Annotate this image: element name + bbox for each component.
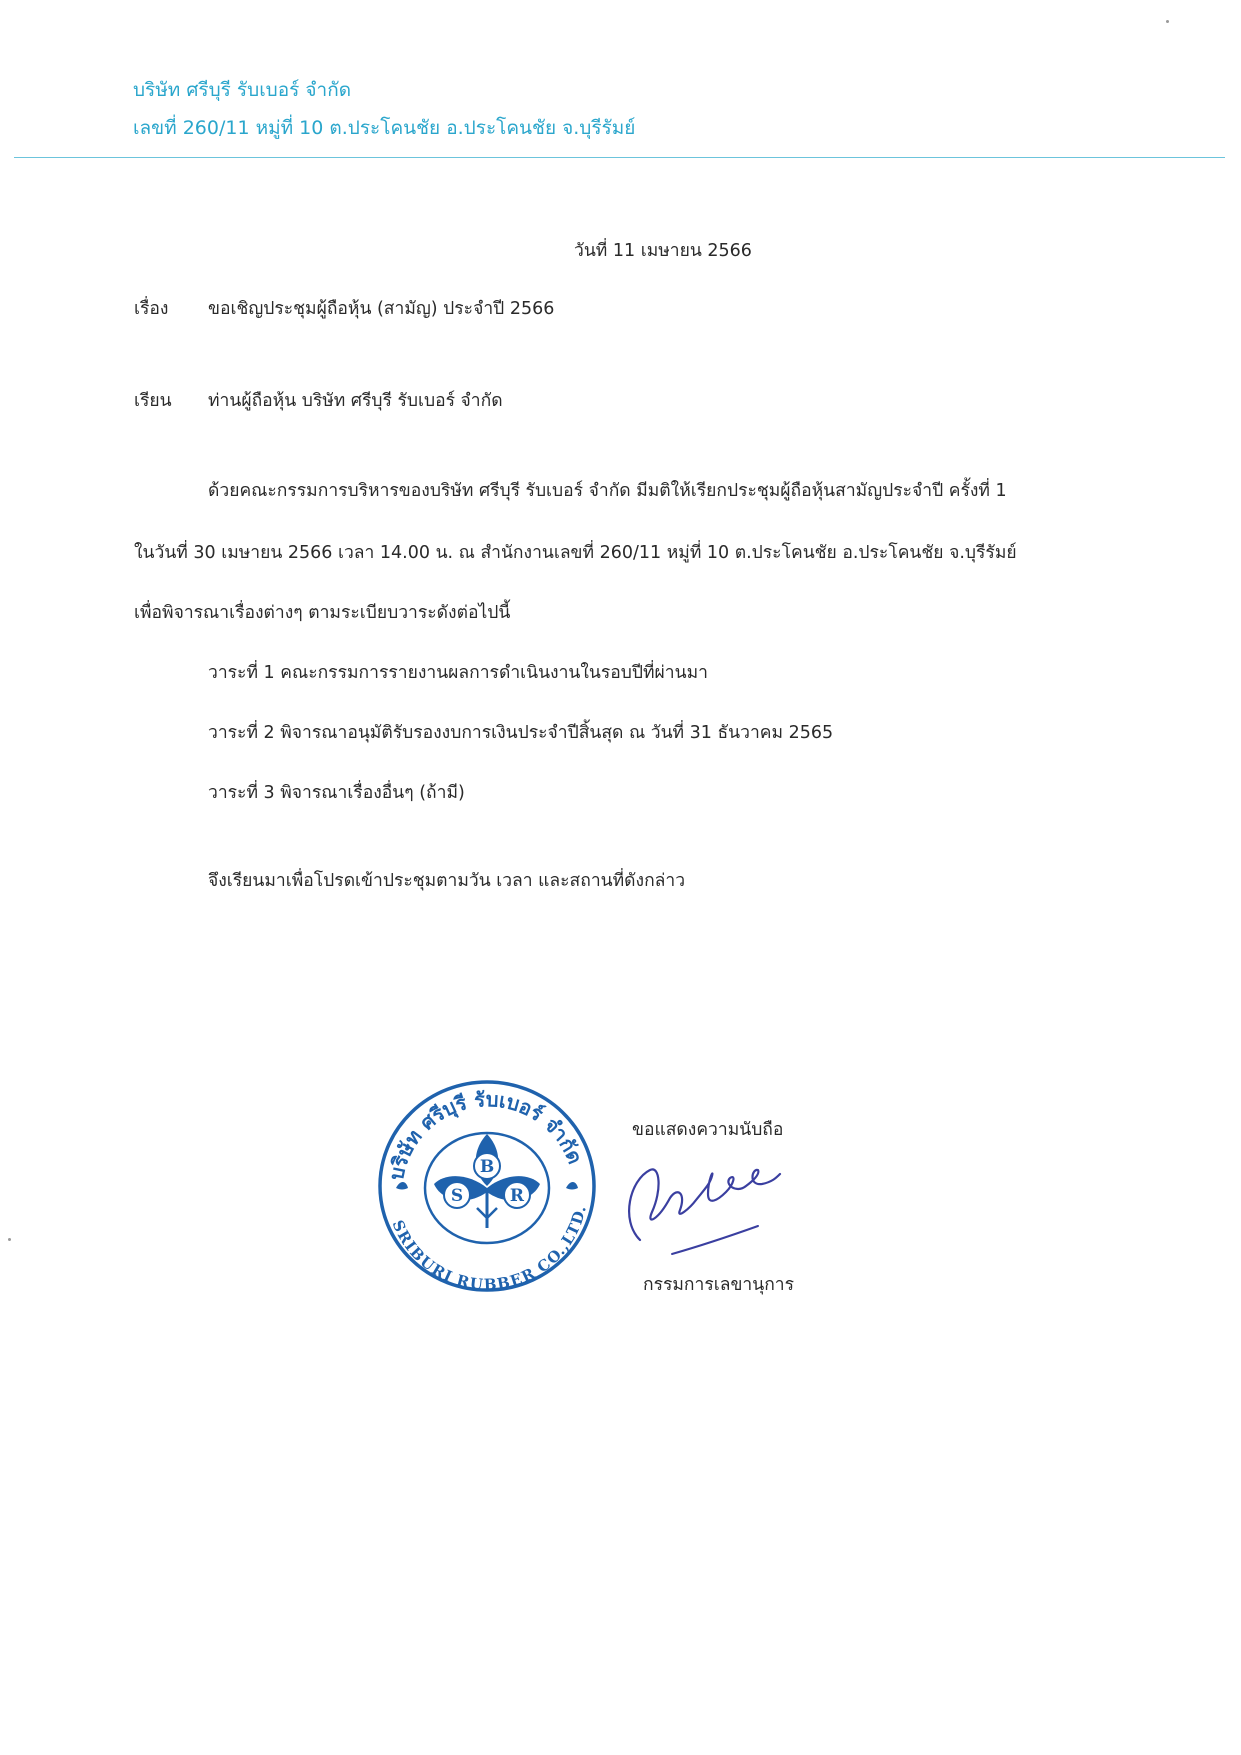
letterhead <box>133 76 635 142</box>
body-line-1: ด้วยคณะกรรมการบริหารของบริษัท ศรีบุรี รับเบอร์ จำกัด มีมติให้เรียกประชุมผู้ถือหุ้นสามัญประจำปี ครั้งที่ 1 <box>208 481 1007 501</box>
signature-stroke-underline <box>672 1226 758 1254</box>
scan-speck <box>8 1238 11 1241</box>
letter-date: วันที่ 11 เมษายน 2566 <box>574 241 752 261</box>
recipient-text: ท่านผู้ถือหุ้น บริษัท ศรีบุรี รับเบอร์ จำกัด <box>208 391 503 411</box>
regards-text: ขอแสดงความนับถือ <box>632 1120 784 1140</box>
recipient-label: เรียน <box>134 391 172 411</box>
subject-label: เรื่อง <box>134 299 169 319</box>
agenda-item-2: วาระที่ 2 พิจารณาอนุมัติรับรองงบการเงินประจำปีสิ้นสุด ณ วันที่ 31 ธันวาคม 2565 <box>208 723 834 743</box>
seal-letter-s: S <box>450 1186 464 1206</box>
seal-english-text: SRIBURI RUBBER CO.,LTD. <box>388 1204 590 1294</box>
seal-letter-b: B <box>479 1157 495 1177</box>
signature-stroke-main <box>629 1169 780 1240</box>
seal-left-sprig <box>396 1182 408 1190</box>
signature <box>600 1150 820 1270</box>
closing-sentence: จึงเรียนมาเพื่อโปรดเข้าประชุมตามวัน เวลา และสถานที่ดังกล่าว <box>208 871 686 891</box>
subject-text: ขอเชิญประชุมผู้ถือหุ้น (สามัญ) ประจำปี 2566 <box>208 299 555 319</box>
scan-speck <box>1166 20 1169 23</box>
agenda-item-3: วาระที่ 3 พิจารณาเรื่องอื่นๆ (ถ้ามี) <box>208 783 465 803</box>
seal-right-sprig <box>566 1182 578 1190</box>
seal-letter-r: R <box>509 1186 525 1206</box>
signer-position: กรรมการเลขานุการ <box>643 1275 795 1295</box>
company-seal <box>376 1078 598 1294</box>
seal-thai-text: บริษัท ศรีบุรี รับเบอร์ จำกัด <box>383 1087 588 1183</box>
company-name: บริษัท ศรีบุรี รับเบอร์ จำกัด <box>133 79 352 101</box>
body-line-3: เพื่อพิจารณาเรื่องต่างๆ ตามระเบียบวาระดังต่อไปนี้ <box>134 603 511 623</box>
agenda-item-1: วาระที่ 1 คณะกรรมการรายงานผลการดำเนินงานในรอบปีที่ผ่านมา <box>208 663 708 683</box>
letterhead-divider <box>14 157 1225 158</box>
company-address: เลขที่ 260/11 หมู่ที่ 10 ต.ประโคนชัย อ.ประโคนชัย จ.บุรีรัมย์ <box>133 117 636 139</box>
body-line-2: ในวันที่ 30 เมษายน 2566 เวลา 14.00 น. ณ สำนักงานเลขที่ 260/11 หมู่ที่ 10 ต.ประโคนชัย อ.ประโคนชัย จ.บุรีรัมย์ <box>134 543 1017 563</box>
